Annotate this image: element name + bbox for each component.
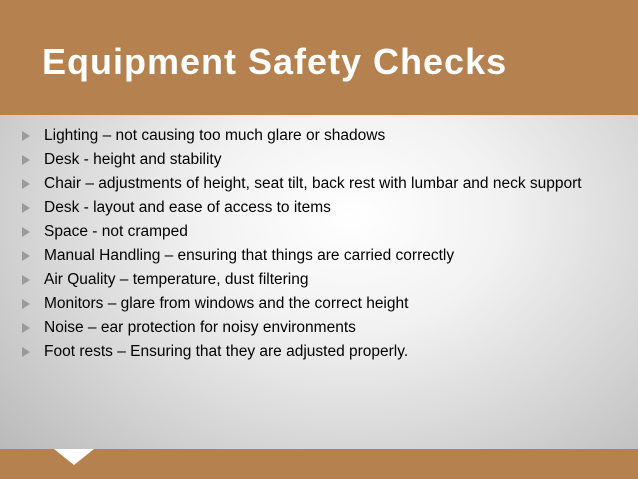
arrowhead-bullet-icon — [22, 275, 30, 285]
arrowhead-bullet-icon — [22, 179, 30, 189]
arrowhead-bullet-icon — [22, 203, 30, 213]
list-item — [22, 343, 612, 361]
list-item — [22, 223, 612, 241]
list-item — [22, 319, 612, 337]
arrowhead-bullet-icon — [22, 131, 30, 141]
list-item — [22, 247, 612, 265]
arrowhead-bullet-icon — [22, 251, 30, 261]
footer-bar — [0, 449, 638, 479]
list-item — [22, 175, 612, 193]
slide-title: Equipment Safety Checks — [42, 41, 508, 82]
bullet-text: Lighting – not causing too much glare or shadows — [44, 127, 386, 144]
arrowhead-bullet-icon — [22, 299, 30, 309]
bullet-text: Chair – adjustments of height, seat tilt, back rest with lumbar and neck support — [44, 175, 582, 192]
bullet-text: Space - not cramped — [44, 223, 188, 240]
chevron-down-icon — [54, 449, 94, 465]
bullet-text: Foot rests – Ensuring that they are adjusted properly. — [44, 343, 409, 360]
bullet-text: Manual Handling – ensuring that things are carried correctly — [44, 247, 455, 264]
bullet-text: Air Quality – temperature, dust filtering — [44, 271, 309, 288]
bullet-text: Monitors – glare from windows and the correct height — [44, 295, 409, 312]
title-bar — [0, 0, 638, 115]
arrowhead-bullet-icon — [22, 323, 30, 333]
arrowhead-bullet-icon — [22, 227, 30, 237]
list-item — [22, 271, 612, 289]
bullet-text: Desk - height and stability — [44, 151, 222, 168]
list-item — [22, 151, 612, 169]
bullet-list — [22, 127, 612, 367]
bullet-text: Noise – ear protection for noisy environments — [44, 319, 356, 336]
list-item — [22, 199, 612, 217]
arrowhead-bullet-icon — [22, 347, 30, 357]
list-item — [22, 295, 612, 313]
bullet-text: Desk - layout and ease of access to items — [44, 199, 331, 216]
arrowhead-bullet-icon — [22, 155, 30, 165]
list-item — [22, 127, 612, 145]
